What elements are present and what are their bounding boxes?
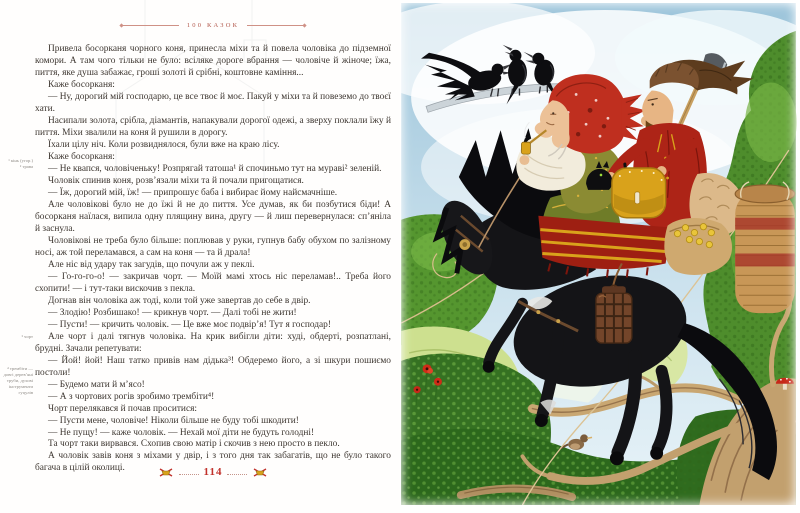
margin-note-line: ³ чорт: [21, 334, 33, 339]
margin-note-line: труби, духові: [6, 377, 33, 383]
story-paragraph: Та чорт таки вирвався. Схопив свою матір і скочив з нею просто в пекло.: [48, 439, 340, 450]
story-paragraph: — А з чортових рогів зробимо трембіти⁴!: [48, 391, 215, 402]
story-paragraph: — Йой! йой! Наш татко привів нам дідька³! Обдеремо його, а зі шкури пошиємо постоли!: [35, 355, 391, 378]
margin-note: [2, 158, 33, 170]
story-paragraph: Чорт перелякався й почав проситися:: [48, 403, 198, 414]
story-paragraph: Догнав він чоловіка аж тоді, коли той уже завертав до себе в двір.: [48, 295, 311, 306]
story-paragraph: Але чоловікові було не до їжі й не до пиття. Усе думав, як би позбутися біди! А босорканя наїлася, випила одну плящину вина, другу — й лиш перевернулася: сп’яніла й заснула.: [35, 199, 391, 234]
story-paragraph: — Пусти мене, чоловіче! Ніколи більше не буду тобі шкодити!: [48, 415, 299, 426]
story-paragraph: Але ніс від удару так загудів, що почули аж у пеклі.: [48, 259, 255, 270]
footer-leader-left: [179, 473, 199, 475]
margin-note-line: гуцулів: [18, 389, 33, 395]
story-paragraph: — Го-го-го-о! — закричав чорт. — Моїй мамі хтось ніс переламав!.. Треба його схопити! — і тут-таки вискочив з пекла.: [35, 271, 391, 294]
wicker-basket: [735, 182, 795, 313]
margin-note-line: ⁴ трембіти —: [7, 366, 33, 371]
head-rule-right: [247, 25, 303, 26]
head-rule-left: [123, 25, 179, 26]
golden-saddlebag: [612, 168, 666, 218]
running-head: [35, 22, 391, 29]
story-text: [35, 44, 391, 475]
story-paragraph: — Будемо мати й м’ясо!: [48, 379, 145, 390]
story-paragraph: Каже босорканя:: [48, 79, 115, 90]
footer-leader-right: [227, 473, 247, 475]
story-paragraph: — Злодію! Розбишако! — крикнув чорт. — Далі тобі не жити!: [48, 307, 297, 318]
margin-notes: [2, 0, 33, 513]
story-paragraph: — Їж, дорогий мій, їж! — припрошує баба і вибирає йому найсмачніше.: [48, 187, 338, 198]
story-paragraph: Чоловікові не треба було більше: поплював у руки, гупнув бабу обухом по залізному носі, аж той переламався, а сам на коня — та й драла!: [35, 235, 391, 258]
margin-note-line: довгі дерев’яні: [3, 371, 33, 377]
footer-ornament-left: [158, 467, 174, 478]
margin-note: [2, 334, 33, 340]
story-paragraph: — Пусти! — кричить чоловік. — Це вже моє подвір’я! Тут я господар!: [48, 319, 331, 330]
fairy-tale-illustration: [400, 3, 797, 505]
sack-of-gold: [664, 218, 732, 275]
footer-ornament-right: [252, 467, 268, 478]
margin-note-line: ² трава: [19, 163, 33, 169]
running-head-title: 100 КАЗОК: [186, 22, 240, 29]
margin-note-line: ¹ кінь (угор.): [8, 158, 33, 163]
page-number: 114: [203, 466, 223, 478]
story-paragraph: — Не пущу! — каже чоловік. — Нехай мої діти не будуть голодні!: [48, 427, 315, 438]
page-footer: [35, 466, 391, 478]
story-paragraph: — Ну, дорогий мій господарю, це все твоє й моє. Пакуй у міхи та й повеземо до твоєї хати.: [35, 91, 391, 114]
story-paragraph: Але чорт і далі тягнув чоловіка. На крик вибігли діти: худі, обдерті, розпатлані, брудні. Зачали репетувати:: [35, 331, 391, 354]
story-paragraph: Чоловік спинив коня, розв’язали міхи та й почали пригощатися.: [48, 175, 304, 186]
story-paragraph: Насипали золота, срібла, діамантів, напакували дорогої одежі, а зверху поклали їжу й пиття. Міхи звалили на коня й рушили в дорогу.: [35, 115, 391, 138]
story-paragraph: Привела босорканя чорного коня, принесла міхи та й повела чоловіка до підземної комори. А там чого тільки не було: всіляке дороге вбрання — чоловіче й жіноче; їжа, пиття, яке душа забажає, гроші золоті й срібні, коштовне каміння...: [35, 44, 391, 78]
margin-note: [2, 366, 33, 396]
illustration-page: [400, 3, 797, 505]
story-paragraph: А чоловік завів коня з міхами у двір, і з того дня так забагатів, що не було такого багача в цілій околиці.: [35, 451, 391, 474]
story-paragraph: — Не квапся, чоловіченьку! Розпрягай татоша¹ й спочиньмо тут на мураві² зеленій.: [48, 163, 382, 174]
margin-note-line: інструменти: [8, 383, 33, 389]
story-paragraph: Каже босорканя:: [48, 151, 115, 162]
story-paragraph: Їхали цілу ніч. Коли розвиднялося, були вже на краю лісу.: [48, 139, 280, 150]
